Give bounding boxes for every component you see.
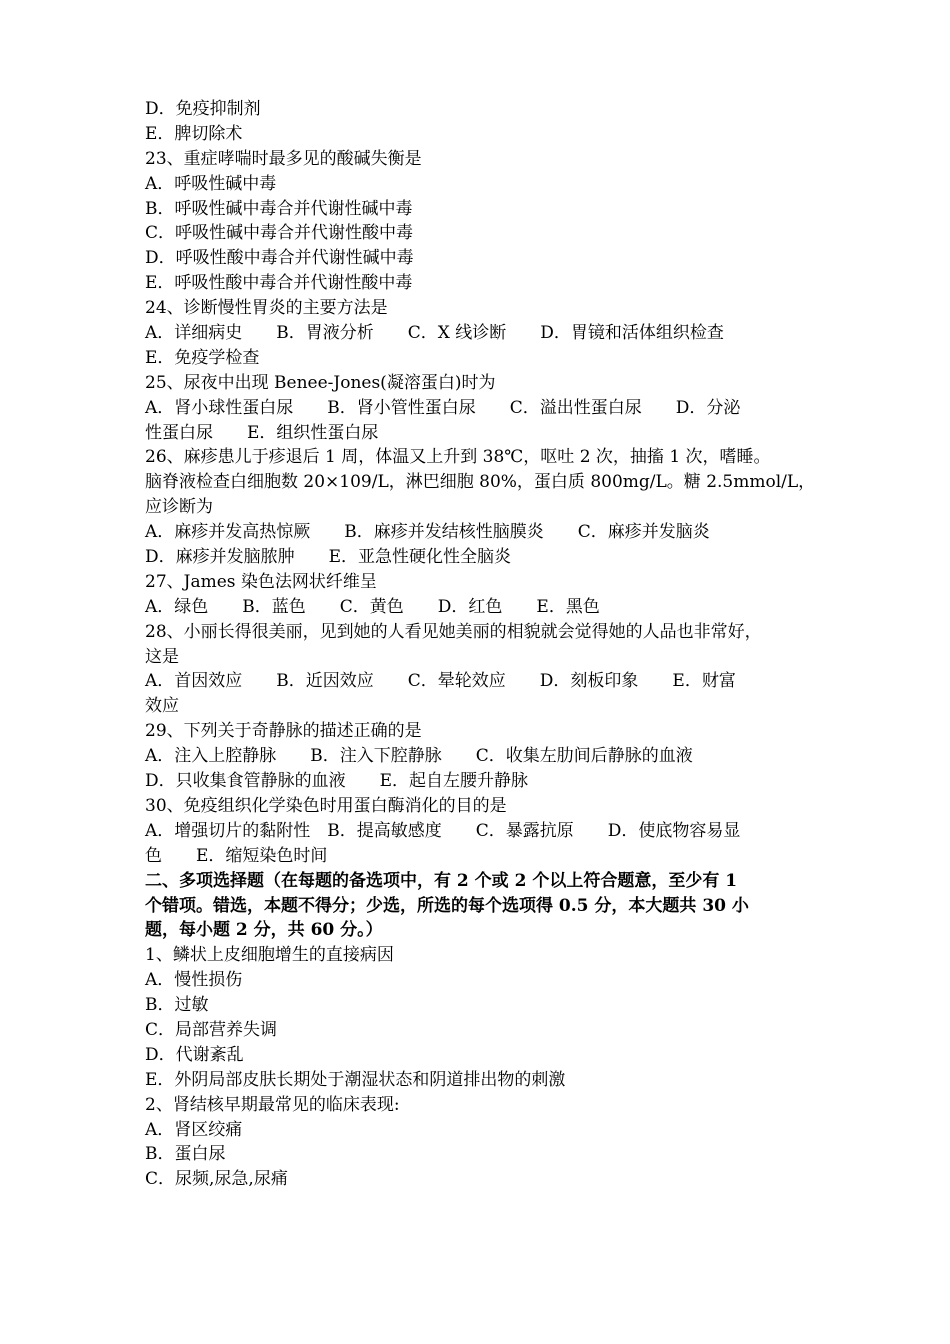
- document-page: [145, 97, 816, 1192]
- option-line: C．尿频,尿急,尿痛: [145, 1169, 288, 1190]
- option-line: A．肾小球性蛋白尿 B．肾小管性蛋白尿 C．溢出性蛋白尿 D．分泌: [145, 397, 741, 418]
- question-line: 27、James 染色法网状纤维呈: [145, 571, 377, 592]
- option-line: E．呼吸性酸中毒合并代谢性酸中毒: [145, 273, 413, 294]
- option-line: D．麻疹并发脑脓肿 E．亚急性硬化性全脑炎: [145, 547, 512, 568]
- option-line: A．慢性损伤: [145, 970, 243, 991]
- option-line: C．局部营养失调: [145, 1019, 278, 1040]
- option-line: B．呼吸性碱中毒合并代谢性碱中毒: [145, 198, 413, 219]
- option-line: C．呼吸性碱中毒合并代谢性酸中毒: [145, 223, 414, 244]
- question-line: 30、免疫组织化学染色时用蛋白酶消化的目的是: [145, 795, 507, 816]
- option-line: A．注入上腔静脉 B．注入下腔静脉 C．收集左肋间后静脉的血液: [145, 746, 693, 767]
- question-line: 脑脊液检查白细胞数 20×109/L，淋巴细胞 80%，蛋白质 800mg/L。糖 2.5mmol/L，: [145, 472, 816, 493]
- question-line: 24、诊断慢性胃炎的主要方法是: [145, 298, 388, 319]
- option-line: E．免疫学检查: [145, 347, 260, 368]
- question-line: 28、小丽长得很美丽，见到她的人看见她美丽的相貌就会觉得她的人品也非常好，: [145, 621, 762, 642]
- section-header-line: 题，每小题 2 分，共 60 分。）: [145, 920, 383, 941]
- option-line: D．呼吸性酸中毒合并代谢性碱中毒: [145, 248, 414, 269]
- question-line: 这是: [145, 646, 179, 667]
- option-line: A．呼吸性碱中毒: [145, 173, 277, 194]
- option-line: A．麻疹并发高热惊厥 B．麻疹并发结核性脑膜炎 C．麻疹并发脑炎: [145, 522, 710, 543]
- section-header-line: 二、多项选择题（在每题的备选项中，有 2 个或 2 个以上符合题意，至少有 1: [145, 870, 738, 891]
- option-line: A．首因效应 B．近因效应 C．晕轮效应 D．刻板印象 E．财富: [145, 671, 736, 692]
- question-line: 2、肾结核早期最常见的临床表现:: [145, 1094, 400, 1115]
- question-line: 应诊断为: [145, 497, 213, 518]
- option-line: D．代谢紊乱: [145, 1044, 244, 1065]
- option-line: 效应: [145, 696, 179, 717]
- option-line: 色 E．缩短染色时间: [145, 845, 328, 866]
- question-line: 25、尿夜中出现 Benee-Jones(凝溶蛋白)时为: [145, 372, 496, 393]
- option-line: E．脾切除术: [145, 123, 243, 144]
- question-line: 1、鳞状上皮细胞增生的直接病因: [145, 945, 394, 966]
- question-line: 29、下列关于奇静脉的描述正确的是: [145, 721, 422, 742]
- option-line: A．绿色 B．蓝色 C．黄色 D．红色 E．黑色: [145, 596, 600, 617]
- question-line: 26、麻疹患儿于疹退后 1 周，体温又上升到 38℃，呕吐 2 次，抽搐 1 次，嗜睡。: [145, 447, 771, 468]
- option-line: D．免疫抑制剂: [145, 99, 261, 119]
- question-line: 23、重症哮喘时最多见的酸碱失衡是: [145, 148, 422, 169]
- option-line: B．过敏: [145, 995, 209, 1016]
- option-line: B．蛋白尿: [145, 1144, 226, 1165]
- option-line: A．肾区绞痛: [145, 1119, 243, 1140]
- option-line: 性蛋白尿 E．组织性蛋白尿: [145, 422, 379, 443]
- option-line: D．只收集食管静脉的血液 E．起自左腰升静脉: [145, 771, 529, 792]
- option-line: A．详细病史 B．胃液分析 C．X 线诊断 D．胃镜和活体组织检查: [145, 323, 724, 344]
- section-header-line: 个错项。错选，本题不得分；少选，所选的每个选项得 0.5 分，本大题共 30 小: [145, 895, 749, 916]
- option-line: A．增强切片的黏附性 B．提高敏感度 C．暴露抗原 D．使底物容易显: [145, 820, 741, 841]
- option-line: E．外阴局部皮肤长期处于潮湿状态和阴道排出物的刺激: [145, 1069, 566, 1090]
